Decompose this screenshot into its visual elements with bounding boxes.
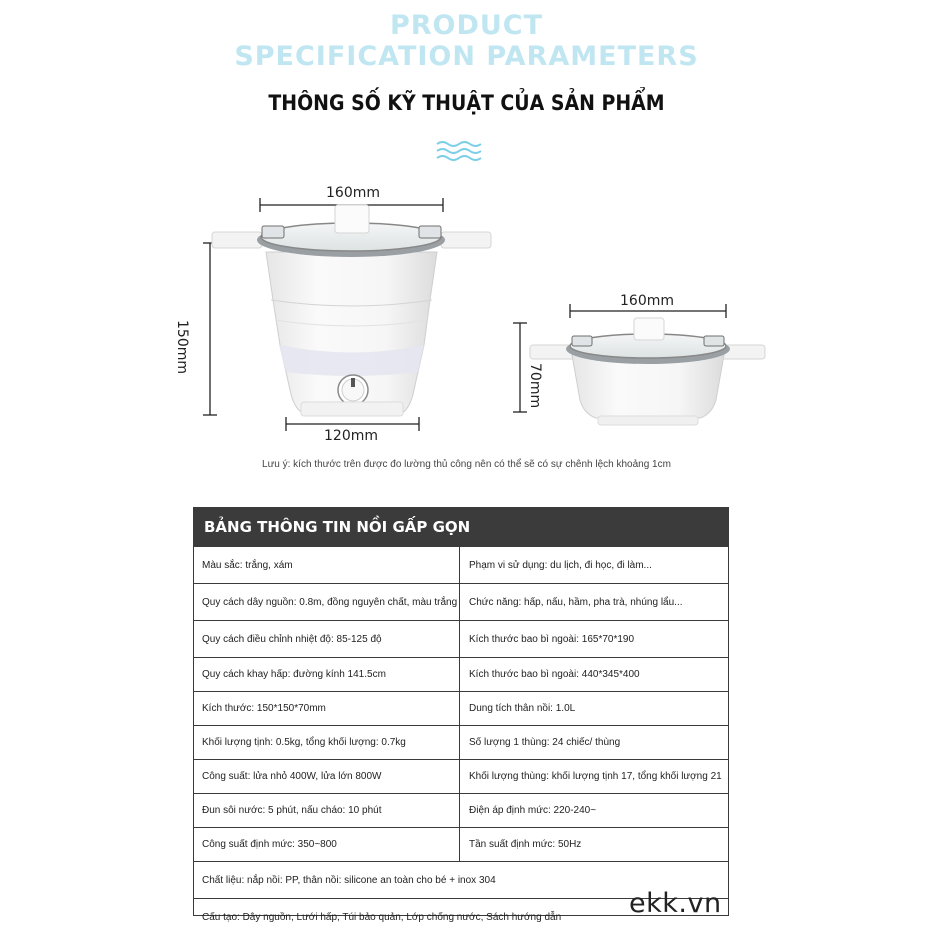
tall-pot-width-label: 160mm bbox=[326, 185, 380, 201]
table-cell: Điện áp định mức: 220-240~ bbox=[469, 805, 597, 816]
spec-table bbox=[193, 507, 729, 923]
wave-icon bbox=[436, 140, 482, 162]
table-row bbox=[194, 691, 728, 725]
tall-pot-height-label: 150mm bbox=[174, 320, 190, 374]
spec-table-title: BẢNG THÔNG TIN NỒI GẤP GỌN bbox=[194, 508, 728, 546]
product-dimension-diagram bbox=[0, 170, 933, 460]
table-cell: Quy cách điều chỉnh nhiệt độ: 85-125 độ bbox=[194, 621, 460, 657]
table-row bbox=[194, 725, 728, 759]
short-pot-height-label: 70mm bbox=[527, 363, 543, 409]
table-cell: Đun sôi nước: 5 phút, nấu cháo: 10 phút bbox=[194, 794, 460, 827]
table-cell: Công suất: lửa nhỏ 400W, lửa lớn 800W bbox=[194, 760, 460, 793]
table-row bbox=[194, 657, 728, 691]
table-cell: Chất liệu: nắp nồi: PP, thân nồi: silicone an toàn cho bé + inox 304 bbox=[202, 874, 496, 886]
table-cell: Màu sắc: trắng, xám bbox=[194, 547, 460, 583]
table-cell: Công suất định mức: 350~800 bbox=[194, 828, 460, 861]
table-cell: Phạm vi sử dụng: du lịch, đi học, đi làm... bbox=[469, 559, 652, 571]
table-cell: Khối lượng thùng: khối lượng tịnh 17, tổng khối lượng 21 bbox=[469, 771, 722, 782]
table-row bbox=[194, 793, 728, 827]
tall-pot-base-label: 120mm bbox=[324, 428, 378, 444]
short-pot-illustration bbox=[530, 318, 765, 425]
table-cell: Tần suất định mức: 50Hz bbox=[469, 839, 582, 850]
table-row bbox=[194, 546, 728, 583]
table-cell: Quy cách khay hấp: đường kính 141.5cm bbox=[194, 658, 460, 691]
table-cell: Khối lượng tịnh: 0.5kg, tổng khối lượng: 0.7kg bbox=[194, 726, 460, 759]
short-pot-width-label: 160mm bbox=[620, 293, 674, 309]
table-row bbox=[194, 620, 728, 657]
table-row bbox=[194, 827, 728, 861]
table-cell: Cấu tạo: Dây nguồn, Lưới hấp, Túi bảo quản, Lớp chống nước, Sách hướng dẫn bbox=[202, 911, 562, 923]
tall-pot-illustration bbox=[212, 205, 491, 416]
english-title-line1: PRODUCT bbox=[389, 10, 544, 41]
measurement-note: Lưu ý: kích thước trên được đo lường thủ công nên có thể sẽ có sự chênh lệch khoảng 1cm bbox=[262, 459, 671, 470]
vietnamese-title: THÔNG SỐ KỸ THUẬT CỦA SẢN PHẨM bbox=[268, 91, 665, 115]
table-cell: Dung tích thân nồi: 1.0L bbox=[469, 703, 576, 714]
table-cell: Số lượng 1 thùng: 24 chiếc/ thùng bbox=[469, 737, 621, 748]
watermark-logo: ekk.vn bbox=[629, 888, 722, 919]
table-cell: Kích thước bao bì ngoài: 440*345*400 bbox=[469, 669, 640, 680]
table-row bbox=[194, 759, 728, 793]
table-cell: Quy cách dây nguồn: 0.8m, đồng nguyên chất, màu trắng bbox=[194, 584, 460, 620]
table-cell: Kích thước: 150*150*70mm bbox=[194, 692, 460, 725]
table-row bbox=[194, 583, 728, 620]
english-title-line2: SPECIFICATION PARAMETERS bbox=[234, 41, 699, 72]
table-cell: Kích thước bao bì ngoài: 165*70*190 bbox=[469, 633, 635, 645]
table-cell: Chức năng: hấp, nấu, hầm, pha trà, nhúng lẩu... bbox=[469, 596, 683, 608]
